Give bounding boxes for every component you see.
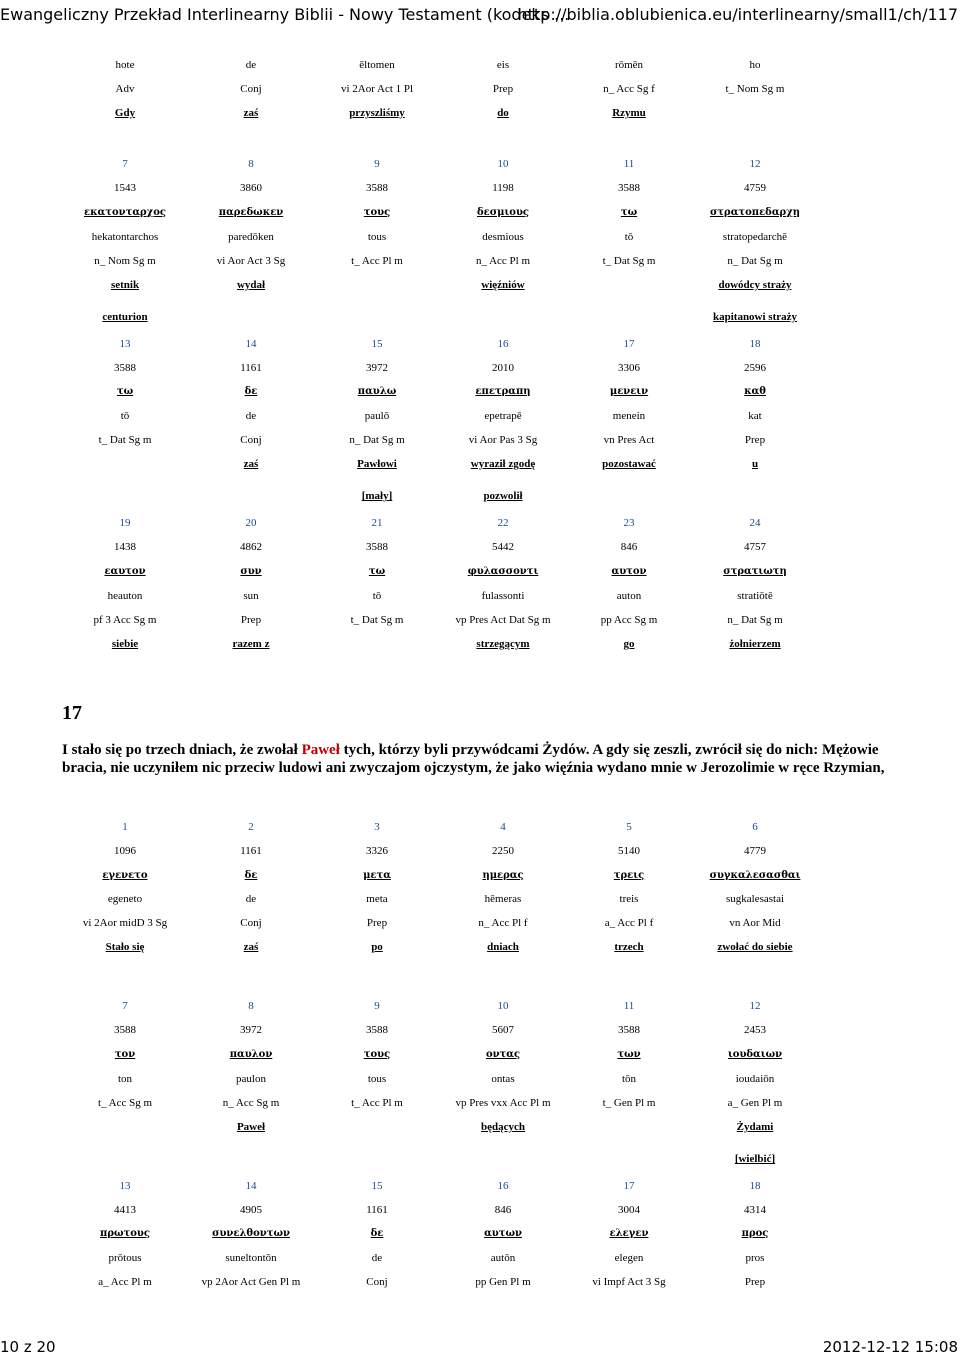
alt-cell[interactable]: [mały]: [361, 490, 393, 502]
polish-cell[interactable]: u: [751, 458, 759, 470]
positions-cell: 19: [119, 517, 131, 529]
greek-cell[interactable]: τους: [363, 207, 391, 218]
page-title: Ewangeliczny Przekład Interlinearny Biblii - Nowy Testament (kodeks ...: [0, 5, 570, 24]
morph-cell: n_ Dat Sg m: [727, 614, 783, 626]
greek-cell[interactable]: εγενετο: [102, 870, 148, 881]
positions-cell: 10: [497, 1000, 509, 1012]
row-translit: [62, 1070, 818, 1088]
positions-cell: 14: [245, 338, 257, 350]
greek-cell[interactable]: στρατοπεδαρχη: [709, 207, 801, 218]
translit-cell: pros: [745, 1252, 765, 1264]
greek-cell[interactable]: εαυτον: [104, 566, 146, 577]
row-morph: [62, 252, 818, 270]
greek-cell[interactable]: παυλον: [229, 1049, 273, 1060]
morph-cell: Conj: [366, 1276, 388, 1288]
strongs-cell: 3306: [618, 362, 640, 374]
positions-cell: 11: [623, 1000, 635, 1012]
greek-cell[interactable]: συγκαλεσασθαι: [709, 870, 801, 881]
morph-cell: Prep: [744, 1276, 766, 1288]
positions-cell: 9: [374, 158, 380, 170]
translit-cell: tō: [120, 410, 130, 422]
polish-cell[interactable]: dowódcy straży: [718, 279, 792, 291]
translit-cell: eis: [496, 59, 510, 71]
polish-cell[interactable]: wydał: [236, 279, 266, 291]
greek-cell[interactable]: τω: [116, 386, 134, 397]
greek-cell[interactable]: των: [617, 1049, 641, 1060]
strongs-cell: 1096: [114, 845, 136, 857]
morph-cell: t_ Dat Sg m: [350, 614, 404, 626]
morph-cell: t_ Acc Pl m: [351, 1097, 403, 1109]
row-greek: [62, 867, 818, 885]
positions-cell: 13: [119, 338, 131, 350]
greek-cell[interactable]: επετραπη: [475, 386, 531, 397]
greek-cell[interactable]: καθ: [744, 386, 766, 397]
alt-cell[interactable]: kapitanowi straży: [712, 311, 798, 323]
morph-cell: vn Pres Act: [603, 434, 655, 446]
translit-cell: sun: [243, 590, 259, 602]
morph-cell: Prep: [366, 917, 388, 929]
strongs-cell: 1543: [114, 182, 136, 194]
polish-cell[interactable]: strzegącym: [476, 638, 530, 650]
translit-cell: menein: [612, 410, 646, 422]
translit-cell: paredōken: [228, 231, 274, 243]
row-strongs: [62, 538, 818, 556]
morph-cell: t_ Nom Sg m: [725, 83, 785, 95]
row-alt: [62, 487, 818, 505]
greek-cell[interactable]: αυτον: [611, 566, 647, 577]
greek-cell[interactable]: τω: [368, 566, 386, 577]
row-morph: [62, 1273, 818, 1291]
greek-cell[interactable]: μετα: [363, 870, 391, 881]
positions-cell: 10: [497, 158, 509, 170]
row-morph: [62, 431, 818, 449]
translit-cell: meta: [366, 893, 388, 905]
morph-cell: n_ Nom Sg m: [94, 255, 156, 267]
polish-cell[interactable]: Rzymu: [612, 107, 646, 119]
morph-cell: vi 2Aor Act 1 Pl: [340, 83, 414, 95]
positions-cell: 4: [500, 821, 506, 833]
morph-cell: t_ Dat Sg m: [98, 434, 152, 446]
morph-cell: vi Impf Act 3 Sg: [592, 1276, 666, 1288]
row-morph: [62, 1094, 818, 1112]
row-translit: [62, 587, 818, 605]
row-strongs: [62, 179, 818, 197]
morph-cell: Adv: [115, 83, 135, 95]
browser-print-header: [0, 0, 960, 30]
positions-cell: 22: [497, 517, 509, 529]
positions-cell: 12: [749, 1000, 761, 1012]
greek-cell[interactable]: φυλασσοντι: [467, 566, 539, 577]
positions-cell: 21: [371, 517, 383, 529]
verse-text: [62, 741, 912, 777]
polish-cell[interactable]: Gdy: [114, 107, 136, 119]
greek-cell[interactable]: δεσμιους: [477, 207, 529, 218]
positions-cell: 12: [749, 158, 761, 170]
greek-cell[interactable]: δε: [370, 1228, 384, 1239]
morph-cell: t_ Dat Sg m: [602, 255, 656, 267]
polish-cell[interactable]: zaś: [243, 107, 259, 119]
morph-cell: n_ Acc Pl m: [475, 255, 531, 267]
greek-cell[interactable]: προς: [741, 1228, 769, 1239]
positions-cell: 17: [623, 338, 635, 350]
translit-cell: ontas: [491, 1073, 515, 1085]
strongs-cell: 1161: [366, 1204, 388, 1216]
translit-cell: ioudaiōn: [735, 1073, 775, 1085]
strongs-cell: 2596: [744, 362, 766, 374]
strongs-cell: 4314: [744, 1204, 766, 1216]
greek-cell[interactable]: στρατιωτη: [723, 566, 787, 577]
translit-cell: tous: [367, 231, 387, 243]
morph-cell: pp Gen Pl m: [475, 1276, 531, 1288]
positions-cell: 7: [122, 158, 128, 170]
row-strongs: [62, 1021, 818, 1039]
row-translit: [62, 228, 818, 246]
morph-cell: t_ Acc Pl m: [351, 255, 403, 267]
row-greek: [62, 563, 818, 581]
greek-cell[interactable]: τω: [620, 207, 638, 218]
row-polish: [62, 1118, 818, 1136]
translit-cell: tous: [367, 1073, 387, 1085]
positions-cell: 5: [626, 821, 632, 833]
strongs-cell: 5140: [618, 845, 640, 857]
strongs-cell: 846: [620, 541, 638, 553]
strongs-cell: 5607: [492, 1024, 514, 1036]
strongs-cell: 3588: [618, 182, 640, 194]
positions-cell: 15: [371, 338, 383, 350]
strongs-cell: 3326: [366, 845, 388, 857]
translit-cell: desmious: [482, 231, 524, 243]
greek-cell[interactable]: πρωτους: [100, 1228, 150, 1239]
translit-cell: heauton: [107, 590, 143, 602]
strongs-cell: 3972: [366, 362, 388, 374]
verse-text-after: tych, którzy byli przywódcami Żydów. A gdy się zeszli, zwrócił się do nich: Mężowie bracia, nie uczyniłem nic przeciw ludowi ani zwyczajom ojczystym, że jako więźnia wydano mnie w Jerozolimie w ręce Rzymian,: [62, 742, 885, 776]
strongs-cell: 2010: [492, 362, 514, 374]
translit-cell: paulō: [364, 410, 390, 422]
greek-cell[interactable]: μενειν: [609, 386, 649, 397]
polish-cell[interactable]: zaś: [243, 941, 259, 953]
polish-cell[interactable]: zwołać do siebie: [717, 941, 793, 953]
greek-cell[interactable]: τρεις: [613, 870, 645, 881]
page-url[interactable]: http://biblia.oblubienica.eu/interlinearny/small1/ch/117: [517, 5, 958, 24]
morph-cell: pf 3 Acc Sg m: [93, 614, 157, 626]
strongs-cell: 1161: [240, 845, 262, 857]
positions-cell: 24: [749, 517, 761, 529]
row-strongs: [62, 359, 818, 377]
row-alt: [62, 308, 818, 326]
positions-cell: 3: [374, 821, 380, 833]
polish-cell[interactable]: razem z: [232, 638, 270, 650]
positions-cell: 8: [248, 1000, 254, 1012]
row-positions: [62, 818, 818, 836]
greek-cell[interactable]: αυτων: [484, 1228, 522, 1239]
strongs-cell: 1161: [240, 362, 262, 374]
positions-cell: 11: [623, 158, 635, 170]
strongs-cell: 3588: [366, 182, 388, 194]
polish-cell[interactable]: do: [497, 107, 509, 119]
positions-cell: 8: [248, 158, 254, 170]
translit-cell: de: [245, 893, 257, 905]
strongs-cell: 3004: [618, 1204, 640, 1216]
strongs-cell: 4779: [744, 845, 766, 857]
polish-cell[interactable]: będących: [481, 1121, 525, 1133]
morph-cell: Conj: [240, 83, 262, 95]
positions-cell: 23: [623, 517, 635, 529]
translit-cell: stratopedarchē: [722, 231, 788, 243]
morph-cell: n_ Acc Sg m: [222, 1097, 280, 1109]
row-translit: [62, 1249, 818, 1267]
strongs-cell: 3588: [366, 541, 388, 553]
morph-cell: pp Acc Sg m: [600, 614, 658, 626]
positions-cell: 17: [623, 1180, 635, 1192]
morph-cell: Conj: [240, 917, 262, 929]
greek-cell[interactable]: οντας: [485, 1049, 521, 1060]
morph-cell: a_ Acc Pl f: [604, 917, 654, 929]
verse-number: 17: [62, 702, 82, 724]
translit-cell: rōmēn: [614, 59, 644, 71]
positions-cell: 16: [497, 338, 509, 350]
polish-cell[interactable]: więźniów: [481, 279, 525, 291]
polish-cell[interactable]: go: [623, 638, 635, 650]
row-polish: [62, 104, 818, 122]
print-footer: [0, 1338, 960, 1357]
row-translit: [62, 890, 818, 908]
translit-cell: tōn: [621, 1073, 637, 1085]
translit-cell: de: [371, 1252, 383, 1264]
positions-cell: 14: [245, 1180, 257, 1192]
row-positions: [62, 1177, 818, 1195]
positions-cell: 6: [752, 821, 758, 833]
row-positions: [62, 335, 818, 353]
strongs-cell: 4862: [240, 541, 262, 553]
verse-text-before: I stało się po trzech dniach, że zwołał: [62, 742, 302, 758]
greek-cell[interactable]: παυλω: [357, 386, 397, 397]
row-translit: [62, 56, 818, 74]
translit-cell: stratiōtē: [737, 590, 773, 602]
translit-cell: hekatontarchos: [91, 231, 159, 243]
morph-cell: vp Pres vxx Acc Pl m: [455, 1097, 551, 1109]
greek-cell[interactable]: παρεδωκεν: [218, 207, 284, 218]
polish-cell[interactable]: po: [371, 941, 383, 953]
positions-cell: 18: [749, 1180, 761, 1192]
strongs-cell: 3972: [240, 1024, 262, 1036]
strongs-cell: 846: [494, 1204, 512, 1216]
strongs-cell: 4413: [114, 1204, 136, 1216]
polish-cell[interactable]: zaś: [243, 458, 259, 470]
translit-cell: prōtous: [108, 1252, 142, 1264]
row-polish: [62, 276, 818, 294]
translit-cell: elegen: [614, 1252, 644, 1264]
greek-cell[interactable]: τους: [363, 1049, 391, 1060]
page-counter: 10 z 20: [0, 1338, 56, 1356]
morph-cell: t_ Gen Pl m: [602, 1097, 656, 1109]
alt-cell[interactable]: centurion: [102, 311, 148, 323]
positions-cell: 20: [245, 517, 257, 529]
translit-cell: de: [245, 410, 257, 422]
morph-cell: vp 2Aor Act Gen Pl m: [201, 1276, 301, 1288]
translit-cell: paulon: [236, 1073, 266, 1085]
translit-cell: tō: [372, 590, 382, 602]
polish-cell[interactable]: Pawłowi: [357, 458, 397, 470]
translit-cell: ho: [749, 59, 761, 71]
greek-cell[interactable]: συν: [240, 566, 262, 577]
row-greek: [62, 383, 818, 401]
translit-cell: treis: [619, 893, 639, 905]
row-polish: [62, 455, 818, 473]
row-morph: [62, 80, 818, 98]
translit-cell: de: [245, 59, 257, 71]
positions-cell: 1: [122, 821, 128, 833]
row-positions: [62, 155, 818, 173]
row-positions: [62, 997, 818, 1015]
print-datetime: 2012-12-12 15:08: [822, 1338, 958, 1356]
greek-cell[interactable]: εκατονταρχος: [83, 207, 167, 218]
strongs-cell: 1438: [114, 541, 136, 553]
positions-cell: 7: [122, 1000, 128, 1012]
positions-cell: 15: [371, 1180, 383, 1192]
strongs-cell: 4757: [744, 541, 766, 553]
greek-cell[interactable]: ιουδαιων: [727, 1049, 783, 1060]
strongs-cell: 5442: [492, 541, 514, 553]
greek-cell[interactable]: συνελθοντων: [212, 1228, 290, 1239]
morph-cell: vp Pres Act Dat Sg m: [455, 614, 551, 626]
polish-cell[interactable]: żołnierzem: [729, 638, 781, 650]
polish-cell[interactable]: Paweł: [236, 1121, 266, 1133]
polish-cell[interactable]: Stało się: [105, 941, 145, 953]
row-strongs: [62, 1201, 818, 1219]
morph-cell: n_ Dat Sg m: [349, 434, 405, 446]
translit-cell: fulassonti: [481, 590, 525, 602]
translit-cell: auton: [616, 590, 642, 602]
positions-cell: 2: [248, 821, 254, 833]
positions-cell: 13: [119, 1180, 131, 1192]
translit-cell: kat: [748, 410, 762, 422]
polish-cell[interactable]: wyraził zgodę: [470, 458, 536, 470]
translit-cell: hote: [115, 59, 135, 71]
strongs-cell: 3860: [240, 182, 262, 194]
morph-cell: n_ Dat Sg m: [727, 255, 783, 267]
morph-cell: Prep: [240, 614, 262, 626]
translit-cell: autōn: [490, 1252, 516, 1264]
morph-cell: t_ Acc Sg m: [97, 1097, 153, 1109]
greek-cell[interactable]: ημερας: [482, 870, 524, 881]
row-positions: [62, 514, 818, 532]
strongs-cell: 4905: [240, 1204, 262, 1216]
morph-cell: Prep: [492, 83, 514, 95]
alt-cell[interactable]: pozwolił: [483, 490, 523, 502]
polish-cell[interactable]: setnik: [110, 279, 140, 291]
row-greek: [62, 1046, 818, 1064]
alt-cell[interactable]: [wielbić]: [734, 1153, 776, 1165]
greek-cell[interactable]: ελεγεν: [609, 1228, 649, 1239]
strongs-cell: 3588: [366, 1024, 388, 1036]
morph-cell: vn Aor Mid: [729, 917, 781, 929]
translit-cell: epetrapē: [484, 410, 522, 422]
translit-cell: egeneto: [107, 893, 143, 905]
positions-cell: 18: [749, 338, 761, 350]
polish-cell[interactable]: dniach: [487, 941, 519, 953]
morph-cell: vi 2Aor midD 3 Sg: [82, 917, 168, 929]
translit-cell: ēltomen: [359, 59, 395, 71]
row-strongs: [62, 842, 818, 860]
strongs-cell: 4759: [744, 182, 766, 194]
strongs-cell: 3588: [114, 362, 136, 374]
translit-cell: hēmeras: [484, 893, 522, 905]
row-polish: [62, 635, 818, 653]
polish-cell[interactable]: trzech: [614, 941, 644, 953]
morph-cell: Conj: [240, 434, 262, 446]
strongs-cell: 1198: [492, 182, 514, 194]
greek-cell[interactable]: δε: [244, 386, 258, 397]
row-alt: [62, 1150, 818, 1168]
morph-cell: vi Aor Pas 3 Sg: [468, 434, 538, 446]
morph-cell: Prep: [744, 434, 766, 446]
morph-cell: n_ Acc Pl f: [478, 917, 528, 929]
strongs-cell: 3588: [114, 1024, 136, 1036]
polish-cell[interactable]: pozostawać: [602, 458, 656, 470]
morph-cell: a_ Gen Pl m: [727, 1097, 783, 1109]
translit-cell: ton: [117, 1073, 133, 1085]
positions-cell: 9: [374, 1000, 380, 1012]
row-greek: [62, 1225, 818, 1243]
greek-cell[interactable]: τον: [114, 1049, 136, 1060]
verse-highlight-name: Paweł: [301, 742, 340, 758]
morph-cell: a_ Acc Pl m: [98, 1276, 152, 1288]
row-morph: [62, 914, 818, 932]
translit-cell: suneltontōn: [225, 1252, 277, 1264]
translit-cell: sugkalesastai: [725, 893, 785, 905]
strongs-cell: 2250: [492, 845, 514, 857]
polish-cell[interactable]: Żydami: [736, 1121, 774, 1133]
morph-cell: vi Aor Act 3 Sg: [216, 255, 286, 267]
polish-cell[interactable]: siebie: [111, 638, 139, 650]
positions-cell: 16: [497, 1180, 509, 1192]
translit-cell: tō: [624, 231, 634, 243]
row-translit: [62, 407, 818, 425]
strongs-cell: 2453: [744, 1024, 766, 1036]
row-morph: [62, 611, 818, 629]
greek-cell[interactable]: δε: [244, 870, 258, 881]
row-greek: [62, 204, 818, 222]
polish-cell[interactable]: przyszliśmy: [349, 107, 405, 119]
strongs-cell: 3588: [618, 1024, 640, 1036]
morph-cell: n_ Acc Sg f: [603, 83, 655, 95]
row-polish: [62, 938, 818, 956]
